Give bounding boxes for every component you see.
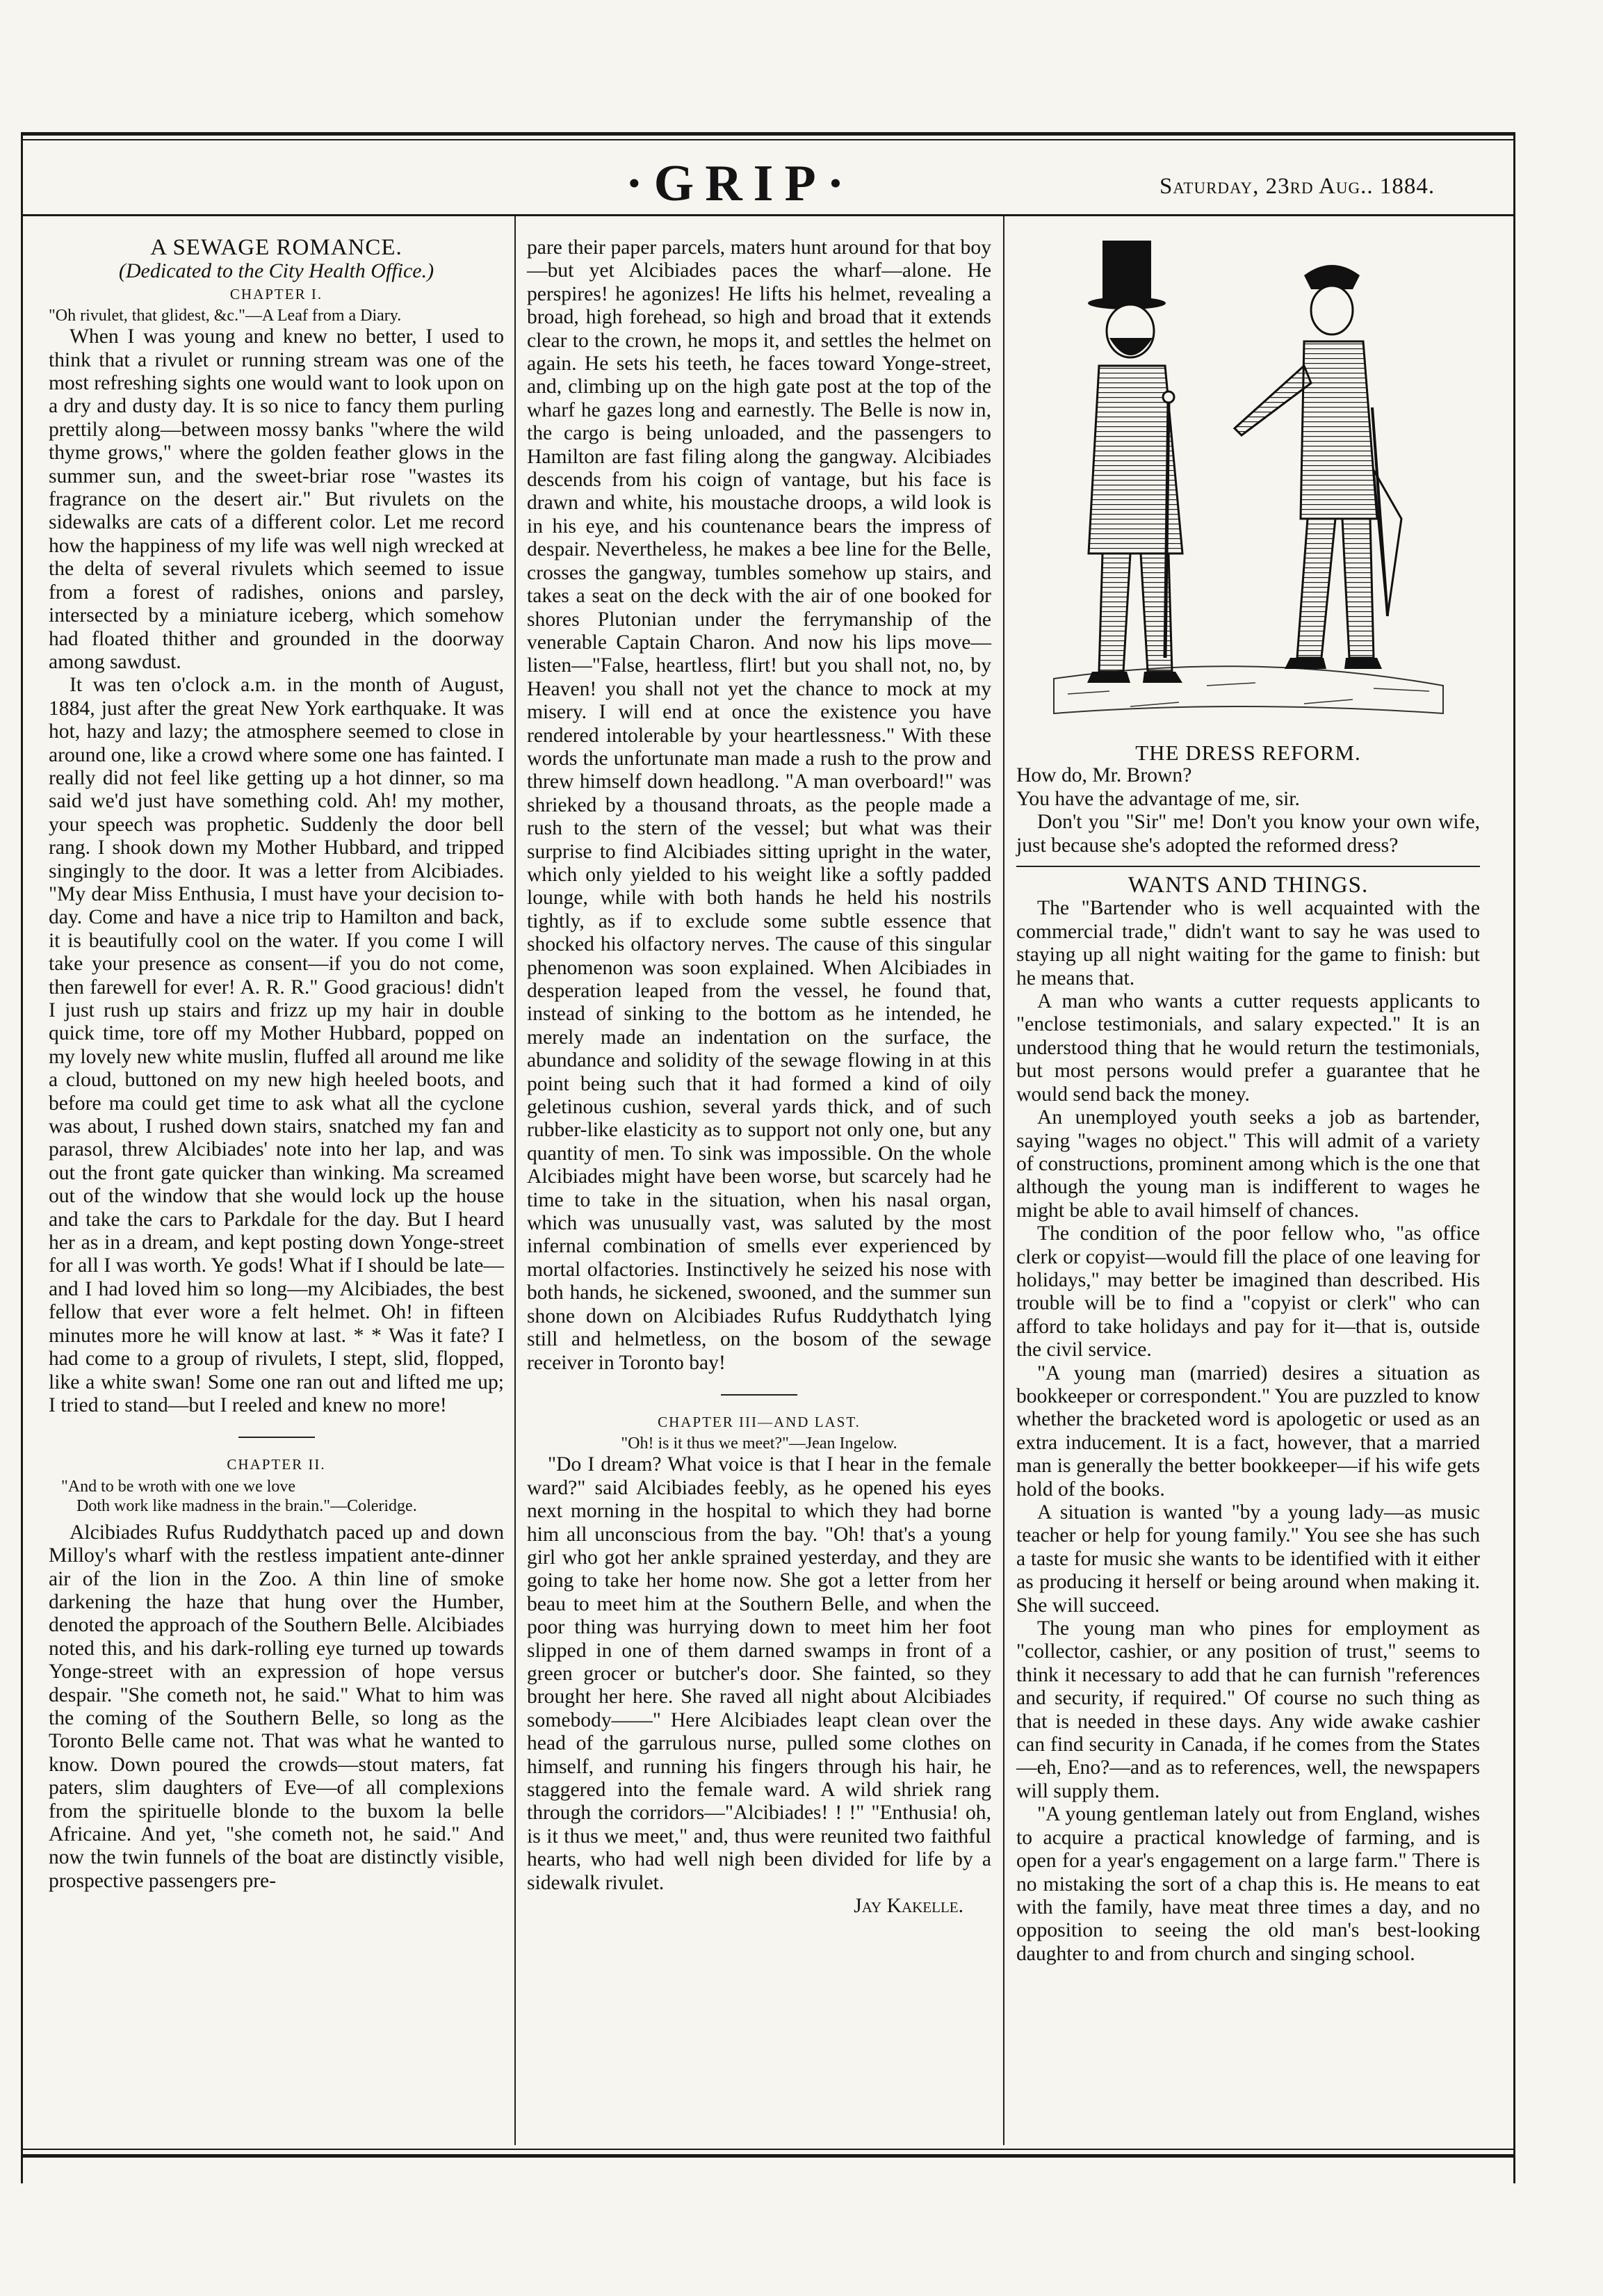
- cartoon-dialog-line: You have the advantage of me, sir.: [1016, 787, 1300, 810]
- paragraph: A man who wants a cutter requests applicants to "enclose testimonials, and salary expected." It is an understood thing that he would return the testimonials, but most persons would prefer a guarantee that he would send back the money.: [1016, 990, 1480, 1106]
- cartoon-title: THE DRESS REFORM.: [1135, 741, 1361, 765]
- paragraph: "Do I dream? What voice is that I hear in the female ward?" said Alcibiades feebly, as he opened his eyes next morning in the hospital to which they had borne him all unconscious from the bay. "Oh! that's a young girl who got her ankle sprained yesterday, and they are going to take her home now. She got a letter from her beau to meet him at the Southern Belle, and when the poor thing was hurrying down to meet him her foot slipped in one of them darned swamps in front of a green grocer or butcher's door. She fainted, so they brought her here. She raved all night about Alcibiades somebody——" Here Alcibiades leapt clean over the head of the garrulous nurse, pulled some clothes on himself, and running his fingers through his hair, he staggered into the female ward. A wild shriek rang through the corridors—"Alcibiades! ! !" "Enthusia! oh, is it thus we meet," and, thus were reunited two faithful hearts, who had well nigh been divided for life by a sidewalk rivulet.: [527, 1453, 991, 1894]
- bottom-border-outer: [21, 2154, 1515, 2158]
- paragraph: Alcibiades Rufus Ruddythatch paced up and down Milloy's wharf with the restless impatient ante-dinner air of the lion in the Zoo. A thin line of smoke darkening the haze that hung over the Humber, denoted the approach of the Southern Belle. Alcibiades noted this, and his dark-rolling eye turned up towards Yonge-street with an expression of hope versus despair. "She cometh not, he said." What to him was the coming of the Southern Belle, so long as the Toronto Belle came not. That was what he wanted to know. Down poured the crowds—stout maters, fat paters, slim daughters of Eve—of all complexions from the spirituelle blonde to the buxom la belle Africaine. And yet, "she cometh not, he said." And now the twin funnels of the boat are distinctly visible, prospective passengers pre-: [49, 1521, 504, 1892]
- column-separator-1: [514, 216, 516, 2145]
- left-border: [21, 132, 23, 2183]
- story-dedication: (Dedicated to the City Health Office.): [118, 259, 434, 283]
- column-separator-2: [1003, 216, 1004, 2145]
- chapter-1-heading: CHAPTER I.: [229, 285, 323, 302]
- woman-figure: [1235, 265, 1401, 669]
- paragraph: "A young man (married) desires a situation as bookkeeper or correspondent." You are puzzled to know whether the bracketed word is apologetic or used as an extra inducement. It is a fact, however, that a married man is generally the better bookkeeper—if his wife gets hold of the books.: [1016, 1361, 1480, 1501]
- author-signature: Jay Kakelle.: [854, 1895, 963, 1918]
- paragraph: An unemployed youth seeks a job as bartender, saying "wages no object." This will admit of a variety of constructions, prominent among which is the one that although the young man is indifferent to wages he might be able to avail himself of chances.: [1016, 1106, 1480, 1222]
- chapter-3-epigraph: "Oh! is it thus we meet?"—Jean Ingelow.: [621, 1434, 897, 1453]
- chapter-2-epigraph-line1: "And to be wroth with one we love: [61, 1477, 296, 1496]
- dress-reform-cartoon: [1026, 227, 1471, 741]
- paragraph: pare their paper parcels, maters hunt around for that boy—but yet Alcibiades paces the wharf—alone. He perspires! he agonizes! He lifts his helmet, revealing a broad, high forehead, so high and broad that it extends clear to the crown, he mops it, and settles the helmet on again. He sets his teeth, he faces toward Yonge-street, and, climbing up on the high gate post at the top of the wharf he gazes long and earnestly. The Belle is now in, the cargo is being unloaded, and the passengers to Hamilton are fast filing along the gangway. Alcibiades descends from his coign of vantage, but his face is drawn and white, his moustache droops, a wild look is in his eye, and his countenance bears the impress of despair. Nevertheless, he makes a bee line for the Belle, crosses the gangway, tumbles somehow up stairs, and takes a seat on the deck with the air of one booked for shores Plutonian under the ferrymanship of the venerable Captain Charon. And now his lips move—listen—"False, heartless, flirt! but you shall not, no, by Heaven! you shall not yet the chance to mock at my misery. I will end at once the existence you have rendered intolerable by your heartlessness." With these words the unfortunate man made a rush to the prow and threw himself down headlong. "A man overboard!" was shrieked by a thousand throats, as the people made a rush to the stern of the vessel; but what was their surprise to find Alcibiades sitting upright in the water, which only yielded to his weight like a softly padded lounge, while with both hands he held his nostrils tightly, as if to exclude some subtle essence that shocked his olfactory nerves. The cause of this singular phenomenon was soon explained. When Alcibiades in desperation leaped from the vessel, he found that, instead of sinking to the bottom as he intended, he merely made an indentation on the surface, the abundance and solidity of the sewage flowing in at this point being such that it had formed a kind of oily geletinous cushion, several yards thick, and of such rubber-like elasticity as to support not only one, but any quantity of men. To sink was impossible. On the whole Alcibiades might have been worse, but scarcely had he time to take in the situation, when his nasal organ, which was unusually vast, was saluted by the most infernal combination of smells ever experienced by mortal olfactories. Instinctively he seized his nose with both hands, he sickened, swooned, and the summer sun shone down on Alcibiades Rufus Ruddythatch lying still and helmetless, on the bosom of the sewage receiver in Toronto bay!: [527, 236, 991, 1374]
- paragraph: "A young gentleman lately out from England, wishes to acquire a practical knowledge of farming, and is open for a year's engagement on a large farm." There is no mistaking the sort of a chap this is. He means to eat with the family, have meat three times a day, and no opposition to seeing the old man's best-looking daughter to and from church and singing school.: [1016, 1803, 1480, 1965]
- chapter-2-epigraph-line2: Doth work like madness in the brain."—Coleridge.: [76, 1496, 417, 1515]
- paragraph: The "Bartender who is well acquainted with the commercial trade," didn't want to say he was used to staying up all night waiting for the game to finish: but he means that.: [1016, 897, 1480, 989]
- divider: [721, 1394, 797, 1396]
- cartoon-dialog-line: How do, Mr. Brown?: [1016, 764, 1192, 787]
- paragraph: The young man who pines for employment as "collector, cashier, or any position of trust," seems to think it necessary to add that he can furnish "references and security, if required." Of course no such thing as that is needed in these days. Any wide awake cashier can find security in Canada, if he comes from the States—eh, Eno?—and as to references, well, the newspapers will supply them.: [1016, 1617, 1480, 1802]
- paragraph: A situation is wanted "by a young lady—as music teacher or help for young family." You see she has such a taste for music she wants to be identified with it either as producing it herself or being around when making it. She will succeed.: [1016, 1501, 1480, 1617]
- column-3: [1016, 236, 1480, 1966]
- paragraph: It was ten o'clock a.m. in the month of August, 1884, just after the great New York earthquake. It was hot, hazy and lazy; the atmosphere seemed to close in around one, like a crowd where some one has fainted. I really did not feel like getting up a hot dinner, so ma said we'd just have something cold. Ah! my mother, your speech was prophetic. Suddenly the door bell rang. I shook down my Mother Hubbard, and tripped singingly to the door. It was a letter from Alcibiades. "My dear Miss Enthusia, I must have your decision to-day. Come and have a nice trip to Hamilton and back, it is beautifully cool on the water. If you come I will take your presence as consent—if you do not come, then farewell for ever! A. R. R." Good gracious! didn't I just rush up stairs and frizz up my hair in double quick time, tore off my Mother Hubbard, popped on my lovely new white muslin, fluffed all around me like a cloud, buttoned on my new high heeled boots, and before ma could get time to ask what all the cyclone was about, I rushed down stairs, snatched my fan and parasol, threw Alcibiades' note into her lap, and was out the front gate quicker than winking. Ma screamed out of the window that she would lock up the house and take the cars to Parkdale for the day. But I heard her as in a dream, and kept posting down Yonge-street for all I was worth. Ye gods! What if I should be late—and I had loved him so long—my Alcibiades, the best fellow that ever wore a felt helmet. Oh! in fifteen minutes more he will know at last. * * Was it fate? I had come to a group of rivulets, I stept, slid, flopped, like a white swan! Some one ran out and lifted me up; I tried to stand—but I reeled and knew no more!: [49, 674, 504, 1416]
- story-title: A SEWAGE ROMANCE.: [150, 235, 402, 260]
- top-border-inner: [21, 139, 1515, 140]
- paragraph: When I was young and knew no better, I used to think that a rivulet or running stream was one of the most refreshing sights one would want to look upon on a dry and dusty day. It is so nice to fancy them purling prettily along—between mossy banks "where the wild thyme grows," where the golden feather glows in the summer sun, and the sweet-briar rose "wastes its fragrance on the desert air." But rivulets on the sidewalks are cats of a different color. Let me record how the happiness of my life was well nigh wrecked at the delta of several rivulets which seemed to issue from a forest of radishes, onions and parsley, intersected by a miniature iceberg, which somehow had floated thither and grounded in the doorway among sawdust.: [49, 325, 504, 673]
- divider: [238, 1437, 315, 1438]
- chapter-3-heading: CHAPTER III—AND LAST.: [658, 1413, 861, 1430]
- right-border: [1513, 132, 1515, 2183]
- masthead-title: ·GRIP·: [626, 155, 856, 212]
- chapter-1-epigraph: "Oh rivulet, that glidest, &c."—A Leaf from a Diary.: [49, 307, 402, 325]
- cartoon-illustration: [1026, 227, 1471, 741]
- wants-title: WANTS AND THINGS.: [1128, 873, 1369, 898]
- paragraph: The condition of the poor fellow who, "as office clerk or copyist—would fill the place of one leaving for holidays," may better be imagined than described. His trouble will be to find a "copyist or clerk" who can afford to take holidays and pay for it—that is, outside the civil service.: [1016, 1222, 1480, 1361]
- bottom-border: [21, 2149, 1515, 2150]
- column-2: [527, 236, 991, 1918]
- masthead-date: Saturday, 23rd Aug.. 1884.: [1159, 174, 1435, 199]
- cartoon-dialog-line: Don't you "Sir" me! Don't you know your own wife, just because she's adopted the reformed dress?: [1016, 811, 1480, 857]
- masthead-rule: [21, 214, 1515, 216]
- chapter-2-heading: CHAPTER II.: [227, 1456, 326, 1473]
- column-1: [49, 236, 504, 1893]
- divider: [1016, 866, 1480, 867]
- top-border: [21, 132, 1515, 136]
- man-figure: [1087, 241, 1182, 683]
